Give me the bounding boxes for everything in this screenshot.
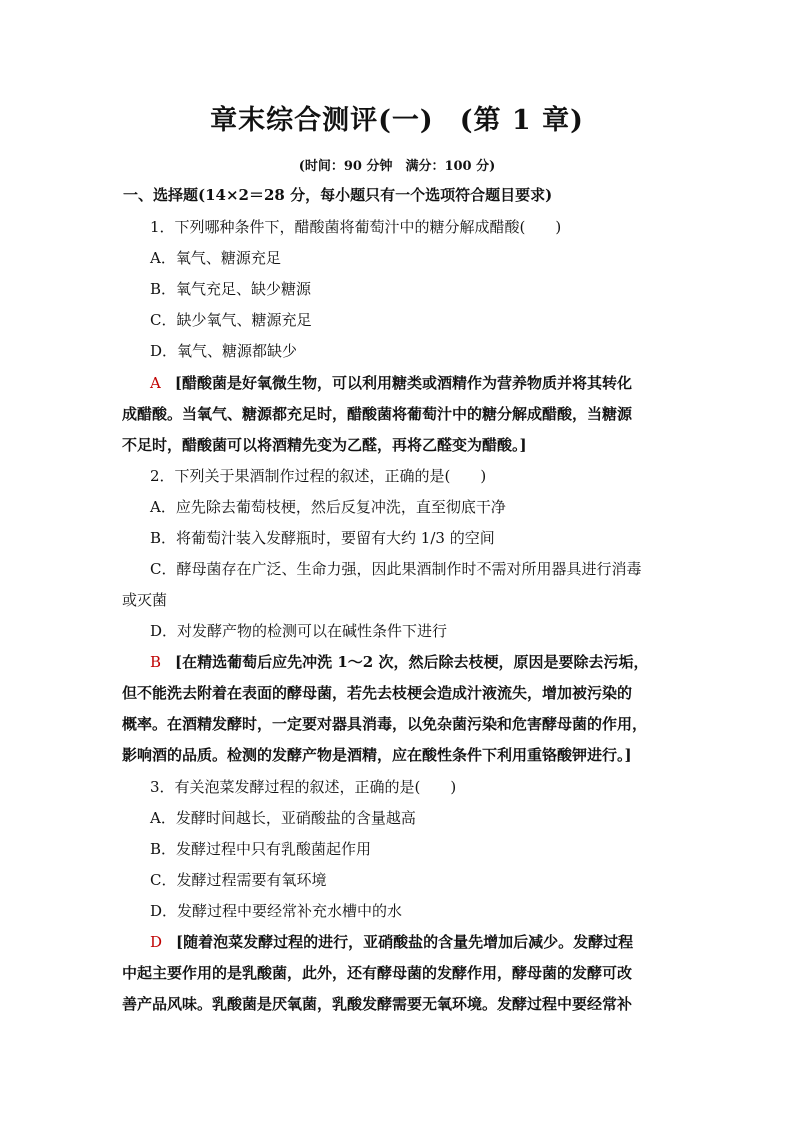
q1-option-a: A．氧气、糖源充足	[150, 249, 281, 267]
page-title	[0, 98, 794, 137]
q2-explanation-line: 但不能洗去附着在表面的酵母菌，若先去枝梗会造成汁液流失，增加被污染的	[122, 684, 633, 702]
q3-stem: 3．有关泡菜发酵过程的叙述，正确的是( )	[150, 778, 457, 796]
q1-explanation-line: 成醋酸。当氧气、糖源都充足时，醋酸菌将葡萄汁中的糖分解成醋酸，当糖源	[122, 405, 633, 423]
q1-explanation-line: A [醋酸菌是好氧微生物，可以利用糖类或酒精作为营养物质并将其转化	[150, 374, 632, 392]
q1-answer: A	[150, 374, 161, 392]
q3-option-b: B．发酵过程中只有乳酸菌起作用	[150, 840, 372, 858]
q1-explanation-line: 不足时，醋酸菌可以将酒精先变为乙醛，再将乙醛变为醋酸。]	[122, 436, 527, 454]
q3-answer: D	[150, 933, 163, 951]
q3-option-a: A．发酵时间越长，亚硝酸盐的含量越高	[150, 809, 416, 827]
q2-option-c: C．酵母菌存在广泛、生命力强，因此果酒制作时不需对所用器具进行消毒	[150, 560, 642, 578]
q3-option-c: C．发酵过程需要有氧环境	[150, 871, 327, 889]
q1-stem: 1．下列哪种条件下，醋酸菌将葡萄汁中的糖分解成醋酸( )	[150, 218, 562, 236]
title-main: 章末综合测评(一)	[210, 105, 434, 136]
q3-explanation-line: 中起主要作用的是乳酸菌，此外，还有酵母菌的发酵作用，酵母菌的发酵可改	[122, 964, 633, 982]
title-chapter: (第 1 章)	[459, 105, 584, 136]
q3-explanation-line: 善产品风味。乳酸菌是厌氧菌，乳酸发酵需要无氧环境。发酵过程中要经常补	[122, 995, 633, 1013]
q1-option-d: D．氧气、糖源都缺少	[150, 342, 298, 360]
q3-option-d: D．发酵过程中要经常补充水槽中的水	[150, 902, 403, 920]
section-header: 一、选择题(14×2＝28 分，每小题只有一个选项符合题目要求)	[123, 186, 553, 204]
q2-option-b: B．将葡萄汁装入发酵瓶时，要留有大约 1/3 的空间	[150, 529, 495, 547]
q3-explanation-line: D [随着泡菜发酵过程的进行，亚硝酸盐的含量先增加后减少。发酵过程	[150, 933, 634, 951]
q2-answer: B	[150, 653, 162, 671]
q1-option-c: C．缺少氧气、糖源充足	[150, 311, 312, 329]
q2-explanation-line: B [在精选葡萄后应先冲洗 1～2 次，然后除去枝梗，原因是要除去污垢，	[150, 653, 649, 671]
q2-option-d: D．对发酵产物的检测可以在碱性条件下进行	[150, 622, 448, 640]
exam-info: (时间：90 分钟 满分：100 分)	[298, 159, 496, 174]
q2-option-a: A．应先除去葡萄枝梗，然后反复冲洗，直至彻底干净	[150, 498, 506, 516]
q2-explanation-line: 概率。在酒精发酵时，一定要对器具消毒，以免杂菌污染和危害酵母菌的作用，	[122, 715, 648, 733]
q2-option-c-continued: 或灭菌	[122, 591, 168, 609]
q1-option-b: B．氧气充足、缺少糖源	[150, 280, 312, 298]
q2-explanation-line: 影响酒的品质。检测的发酵产物是酒精，应在酸性条件下利用重铬酸钾进行。]	[122, 746, 632, 764]
q2-stem: 2．下列关于果酒制作过程的叙述，正确的是( )	[150, 467, 487, 485]
